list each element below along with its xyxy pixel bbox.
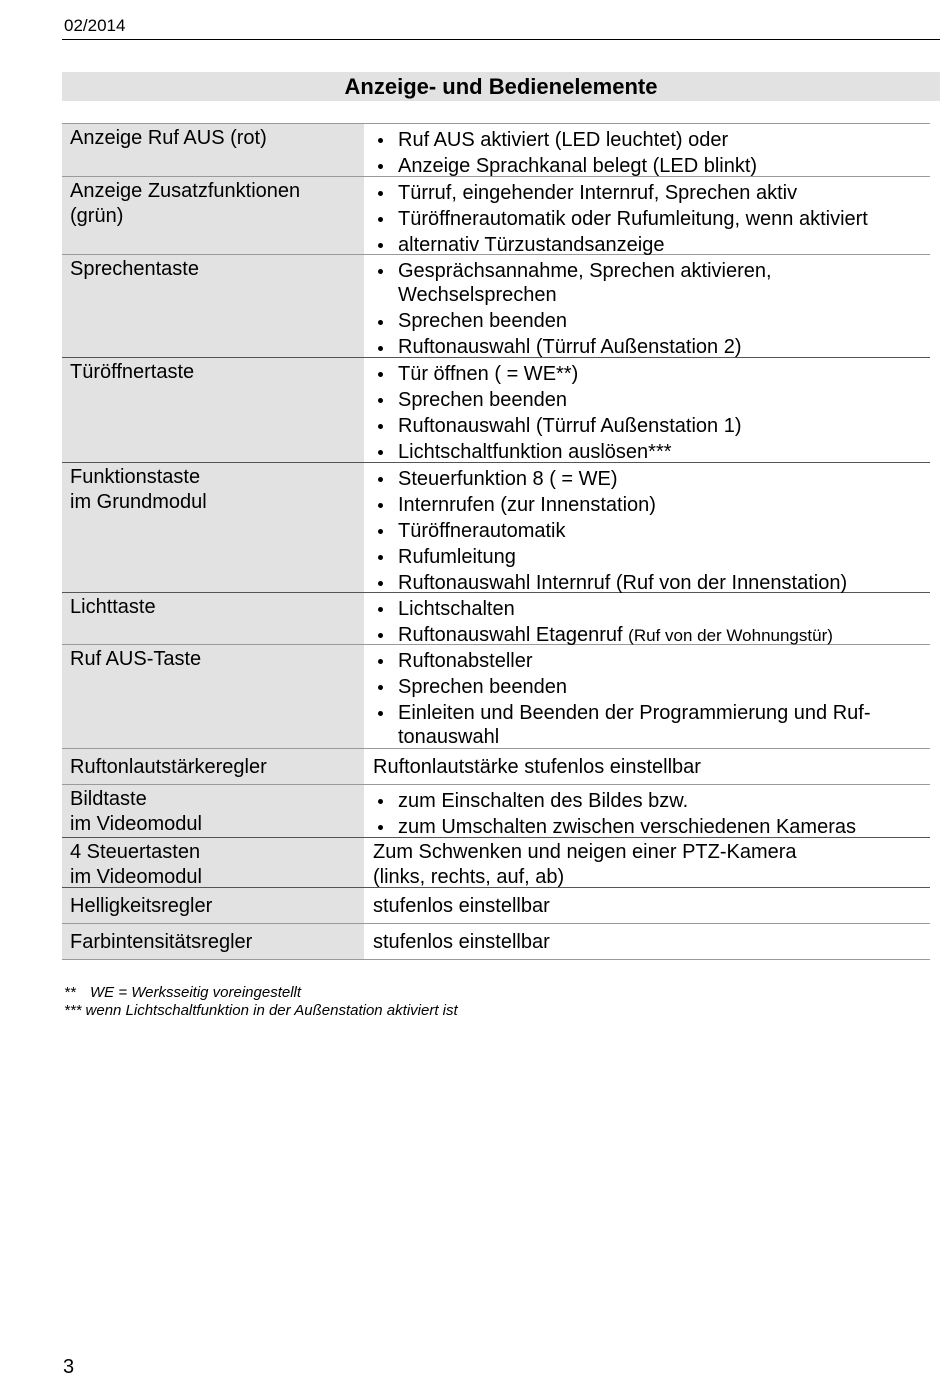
row-description: [364, 177, 930, 254]
row-label: [62, 463, 364, 592]
row-description: stufenlos einstellbar: [373, 931, 550, 953]
list-item: Rufumleitung: [372, 543, 924, 569]
table-row: [62, 749, 930, 785]
list-item: zum Umschalten zwischen verschiedenen Kameras: [372, 813, 924, 839]
row-description: [364, 785, 930, 837]
list-item: Lichtschalten: [372, 595, 924, 621]
table-row: [62, 645, 930, 749]
row-description: stufenlos einstellbar: [373, 895, 550, 917]
spec-table: [62, 123, 930, 960]
footnote-text: wenn Lichtschaltfunktion in der Außenstation aktiviert ist: [85, 1002, 458, 1019]
row-label: Ruf AUS-Taste: [62, 645, 364, 748]
list-item: Steuerfunktion 8 ( = WE): [372, 465, 924, 491]
table-row: [62, 358, 930, 463]
row-label-line: im Grundmodul: [70, 490, 207, 513]
list-item: Ruftonabsteller: [372, 647, 924, 673]
list-item-note: (Ruf von der Wohnungstür): [628, 625, 833, 645]
row-label: Sprechentaste: [62, 255, 364, 357]
list-item: Sprechen beenden: [372, 308, 924, 334]
row-label-line: 4 Steuertasten: [70, 841, 201, 863]
list-item: Türöffnerautomatik oder Rufumleitung, wenn aktiviert: [372, 205, 924, 231]
list-item: Gesprächsannahme, Sprechen aktivieren, Wechselsprechen: [372, 257, 924, 308]
list-item: Sprechen beenden: [372, 673, 924, 699]
list-item: Einleiten und Beenden der Programmierung und Ruf-tonauswahl: [372, 699, 924, 750]
list-item: Ruftonauswahl (Türruf Außenstation 2): [372, 334, 924, 360]
table-row: [62, 593, 930, 645]
list-item: Internrufen (zur Innenstation): [372, 491, 924, 517]
list-item: [372, 621, 924, 648]
header-date: 02/2014: [64, 16, 126, 35]
row-description: [364, 463, 930, 592]
table-row: [62, 924, 930, 960]
row-label: [62, 785, 364, 837]
row-description-line: Zum Schwenken und neigen einer PTZ-Kamera: [373, 841, 797, 863]
footnote: [64, 1002, 458, 1020]
table-row: [62, 255, 930, 358]
row-description: Ruftonlautstärke stufenlos einstellbar: [373, 756, 701, 778]
table-row: [62, 785, 930, 838]
page-number: 3: [63, 1356, 75, 1378]
row-label-line: im Videomodul: [70, 865, 202, 888]
row-description: [364, 124, 930, 176]
list-item: Ruftonauswahl Internruf (Ruf von der Innenstation): [372, 569, 924, 595]
section-title: Anzeige- und Bedienelemente: [62, 72, 940, 101]
table-row: [62, 463, 930, 593]
row-label: Anzeige Ruf AUS (rot): [62, 124, 364, 176]
list-item: Sprechen beenden: [372, 386, 924, 412]
row-label: Helligkeitsregler: [62, 888, 364, 923]
row-label-line: Funktionstaste: [70, 466, 201, 488]
list-item-text: Ruftonauswahl Etagenruf: [398, 623, 623, 646]
table-row: [62, 124, 930, 177]
header-rule: [62, 39, 940, 40]
list-item: Lichtschaltfunktion auslösen***: [372, 438, 924, 464]
list-item: Tür öffnen ( = WE**): [372, 360, 924, 386]
row-label: Anzeige Zusatzfunktionen (grün): [62, 177, 364, 254]
row-description: [364, 593, 930, 644]
row-label-line: im Videomodul: [70, 812, 202, 835]
list-item: zum Einschalten des Bildes bzw.: [372, 787, 924, 813]
footnote-mark: ***: [64, 1002, 82, 1019]
list-item: Türöffnerautomatik: [372, 517, 924, 543]
row-description: [364, 358, 930, 462]
footnotes: [64, 984, 458, 1020]
footnote-mark: **: [64, 984, 76, 1001]
row-description-line: (links, rechts, auf, ab): [373, 865, 565, 888]
list-item: Ruf AUS aktiviert (LED leuchtet) oder: [372, 126, 924, 152]
row-label: Lichttaste: [62, 593, 364, 644]
list-item: alternativ Türzustandsanzeige: [372, 231, 924, 257]
row-label-line: Bildtaste: [70, 788, 147, 810]
table-row: [62, 888, 930, 924]
row-label: [62, 838, 364, 887]
row-description: [364, 645, 930, 748]
footnote-text: WE = Werksseitig voreingestellt: [90, 984, 302, 1001]
list-item: Türruf, eingehender Internruf, Sprechen aktiv: [372, 179, 924, 205]
footnote: [64, 984, 458, 1002]
row-label: Türöffnertaste: [62, 358, 364, 462]
row-label: Ruftonlautstärkeregler: [62, 749, 364, 784]
list-item: Ruftonauswahl (Türruf Außenstation 1): [372, 412, 924, 438]
row-label: Farbintensitätsregler: [62, 924, 364, 959]
table-row: [62, 177, 930, 255]
table-row: [62, 838, 930, 888]
row-description: [364, 838, 930, 887]
row-description: [364, 255, 930, 357]
list-item: Anzeige Sprachkanal belegt (LED blinkt): [372, 152, 924, 178]
